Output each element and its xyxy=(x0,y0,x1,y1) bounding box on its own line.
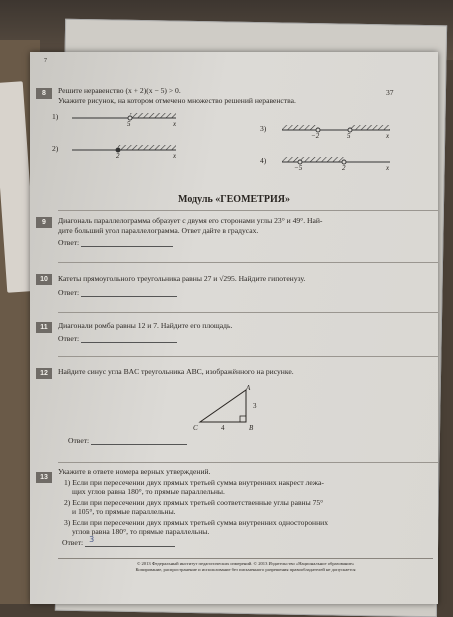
q8-option2-numberline xyxy=(66,142,186,166)
q8-option2-axis: x xyxy=(173,152,177,160)
q12-answer-field[interactable] xyxy=(68,436,187,445)
q8-text-line2: Укажите рисунок, на котором отмечено множество решений неравенства. xyxy=(58,96,296,105)
question-number-12: 12 xyxy=(36,368,52,379)
module-title: Модуль «ГЕОМЕТРИЯ» xyxy=(178,194,290,205)
q8-option4-label: 4) xyxy=(260,156,267,165)
q13-item2-line1: 2) Если при пересечении двух прямых третьей соответственные углы равны 75° xyxy=(64,498,324,507)
q13-answer-line[interactable] xyxy=(85,535,175,547)
q8-option1-label: 1) xyxy=(52,112,59,121)
q8-option2-label: 2) xyxy=(52,144,59,153)
corner-number: 7 xyxy=(44,58,47,64)
q9-answer-field[interactable] xyxy=(58,238,173,247)
q8-text-line1: Решите неравенство (x + 2)(x − 5) > 0. xyxy=(58,86,181,95)
q10-answer-line[interactable] xyxy=(81,289,177,297)
q13-item3-line2: углов равна 180°, то прямые параллельны. xyxy=(72,527,210,536)
q8-option3-label: 3) xyxy=(260,124,267,133)
question-number-8: 8 xyxy=(36,88,52,99)
q8-option1-numberline xyxy=(66,110,186,134)
q9-answer-label: Ответ: xyxy=(58,238,80,247)
q8-option3-axis: x xyxy=(386,132,390,140)
q12-vertex-c: C xyxy=(193,424,198,432)
q12-side-ab: 3 xyxy=(253,402,257,410)
divider xyxy=(58,262,438,263)
q13-item3-line1: 3) Если при пересечении двух прямых третьей сумма внутренних односторонних xyxy=(64,518,329,527)
q8-option1-axis: x xyxy=(173,120,177,128)
q12-triangle-figure xyxy=(190,382,270,434)
question-number-10: 10 xyxy=(36,274,52,285)
q8-option3-tick-b: 5 xyxy=(347,132,351,140)
question-number-13: 13 xyxy=(36,472,52,483)
q11-answer-label: Ответ: xyxy=(58,334,80,343)
divider xyxy=(58,210,438,211)
q8-option4-tick-a: −5 xyxy=(294,164,303,172)
exam-page xyxy=(30,52,438,604)
q9-answer-line[interactable] xyxy=(81,239,173,247)
footer-notice: Копирование, распространение и использование без письменного разрешения правообладателей не допускается xyxy=(135,567,356,572)
q13-answer-label: Ответ: xyxy=(62,538,84,547)
divider xyxy=(58,356,438,357)
q9-text-line2: дите больший угол параллелограмма. Ответ дайте в градусах. xyxy=(58,226,259,235)
question-number-9: 9 xyxy=(36,217,52,228)
question-number-11: 11 xyxy=(36,322,52,333)
q13-handwritten-answer: 3 xyxy=(89,535,95,544)
q11-text: Диагонали ромба равны 12 и 7. Найдите его площадь. xyxy=(58,321,233,330)
q8-option2-tick: 2 xyxy=(116,152,120,160)
q8-option4-tick-b: 2 xyxy=(342,164,346,172)
footer-copyright: © 2013 Федеральный институт педагогических измерений. © 2013 Издательство «Национальное образование» xyxy=(136,561,355,566)
q10-text: Катеты прямоугольного треугольника равны 27 и √295. Найдите гипотенузу. xyxy=(58,274,306,283)
q8-option3-numberline xyxy=(278,122,398,146)
divider xyxy=(58,462,438,463)
q13-item1-line1: 1) Если при пересечении двух прямых третьей сумма внутренних накрест лежа- xyxy=(64,478,324,487)
q13-item1-line2: щих углов равна 180°, то прямые параллельны. xyxy=(72,487,225,496)
q10-answer-field[interactable] xyxy=(58,288,177,297)
q13-answer-field[interactable] xyxy=(62,535,175,547)
q12-answer-label: Ответ: xyxy=(68,436,90,445)
q12-vertex-a: A xyxy=(246,384,251,392)
q12-text: Найдите синус угла BAC треугольника ABC, изображённого на рисунке. xyxy=(58,367,294,376)
page-number: 37 xyxy=(386,88,394,97)
q8-option1-tick: 5 xyxy=(127,120,131,128)
q12-side-cb: 4 xyxy=(221,424,225,432)
q12-vertex-b: B xyxy=(249,424,254,432)
q13-item2-line2: и 105°, то прямые параллельны. xyxy=(72,507,176,516)
q8-option4-axis: x xyxy=(386,164,390,172)
q11-answer-line[interactable] xyxy=(81,335,177,343)
footer-divider xyxy=(58,558,433,559)
q10-answer-label: Ответ: xyxy=(58,288,80,297)
divider xyxy=(58,312,438,313)
q13-intro: Укажите в ответе номера верных утверждений. xyxy=(58,467,211,476)
q12-answer-line[interactable] xyxy=(91,437,187,445)
q11-answer-field[interactable] xyxy=(58,334,177,343)
q9-text-line1: Диагональ параллелограмма образует с двумя его сторонами углы 23° и 49°. Най- xyxy=(58,216,323,225)
q8-option3-tick-a: −2 xyxy=(311,132,320,140)
